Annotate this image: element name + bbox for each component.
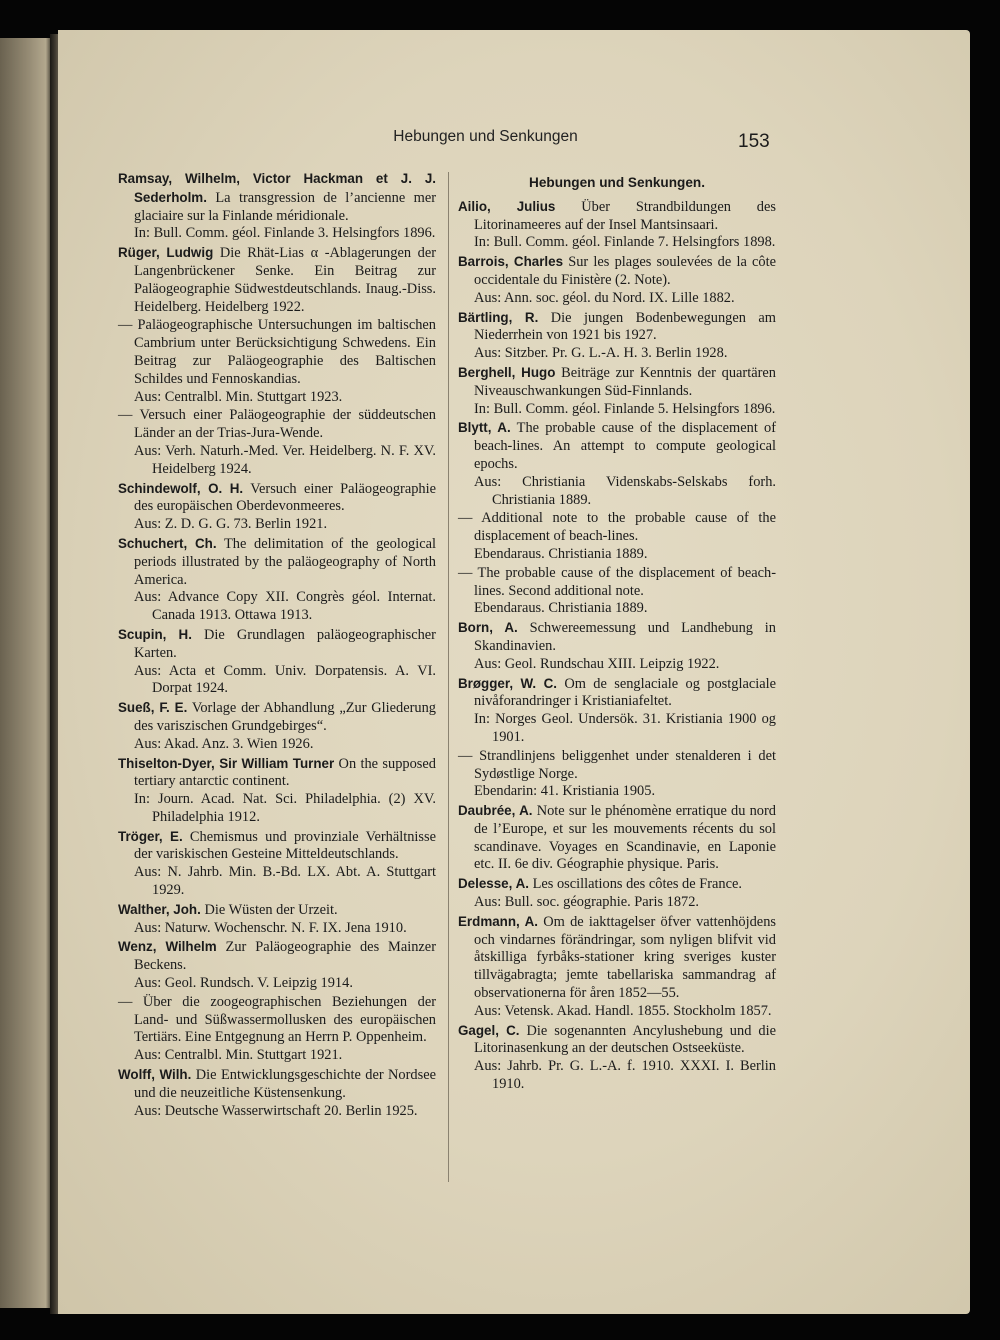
entry-source: Aus: Vetensk. Akad. Handl. 1855. Stockholm 1857. (474, 1002, 772, 1019)
entry-source: Aus: Centralbl. Min. Stuttgart 1923. (134, 388, 343, 405)
entry-citation (458, 1022, 776, 1059)
entry-author: Blytt, A. (458, 420, 511, 436)
entry-title: Die Rhät-Lias α -Ablagerungen der Langenbrückener Senke. Ein Beitrag zur Paläogeographie Südwestdeutschlands. Inaug.-Diss. Heidelberg. Heidelberg 1922. (134, 245, 436, 315)
entry-author: Scupin, H. (118, 626, 192, 642)
entry-title: Die Wüsten der Urzeit. (204, 901, 338, 918)
entry-author: Gagel, C. (458, 1022, 520, 1038)
entry-author: Barrois, Charles (458, 254, 564, 270)
book-page (58, 30, 970, 1314)
entry-title: Chemismus und provinziale Verhältnisse der variskischen Gesteine Mitteldeutschlands. (134, 828, 436, 863)
entry-title: Sur les plages soulevées de la côte occidentale du Finistère (2. Note). (474, 254, 776, 288)
entry-citation (118, 317, 436, 388)
entry-source: Aus: Acta et Comm. Univ. Dorpatensis. A. VI. Dorpat 1924. (134, 662, 436, 697)
entry-source: Aus: N. Jahrb. Min. B.-Bd. LX. Abt. A. Stuttgart 1929. (134, 864, 436, 899)
entry-author: Brøgger, W. C. (458, 675, 558, 691)
entry-title: Zur Paläogeographie des Mainzer Beckens. (134, 939, 436, 974)
entry-source: Aus: Jahrb. Pr. G. L.-A. f. 1910. XXXI. I. Berlin 1910. (474, 1058, 776, 1093)
entry-citation (118, 170, 436, 225)
entry-citation (458, 913, 776, 1003)
entry-author: Sueß, F. E. (118, 700, 188, 716)
bibliography-entry (118, 317, 436, 406)
entry-citation (118, 938, 436, 975)
bibliography-entry (458, 802, 776, 874)
bibliography-entry (458, 419, 776, 509)
entry-citation (118, 828, 436, 865)
bibliography-entry (118, 994, 436, 1065)
entry-title: — Strandlinjens beliggenhet under stenalderen i det Sydøstlige Norge. (458, 747, 776, 782)
entry-source: In: Journ. Acad. Nat. Sci. Philadelphia. (2) XV. Philadelphia 1912. (134, 791, 436, 825)
entry-citation (118, 1066, 436, 1103)
entry-citation (118, 244, 436, 316)
entry-source: Aus: Advance Copy XII. Congrès géol. Internat. Canada 1913. Ottawa 1913. (134, 589, 436, 624)
entry-title: Beiträge zur Kenntnis der quartären Niveauschwankungen Süd-Finnlands. (474, 364, 776, 399)
entry-author: Bärtling, R. (458, 309, 539, 325)
bibliography-entry (458, 565, 776, 618)
entry-source: Aus: Bull. soc. géographie. Paris 1872. (474, 894, 700, 911)
entry-citation (458, 253, 776, 290)
entry-source: In: Bull. Comm. géol. Finlande 7. Helsingfors 1898. (474, 234, 776, 251)
bibliography-entry (118, 938, 436, 992)
bibliography-entry (118, 1066, 436, 1120)
entry-author: Thiselton-Dyer, Sir William Turner (118, 755, 335, 771)
entry-title: The delimitation of the geological periods illustrated by the paläogeography of North America. (134, 535, 437, 588)
entry-citation (118, 755, 436, 792)
bibliography-entry (118, 170, 436, 243)
right-column-entries (458, 198, 776, 1094)
bibliography-entry (458, 1022, 776, 1094)
bibliography-entry (458, 913, 776, 1021)
entry-citation (458, 675, 776, 712)
entry-author: Schuchert, Ch. (118, 535, 217, 551)
entry-source: Aus: Z. D. G. G. 73. Berlin 1921. (134, 516, 328, 533)
bibliography-entry (458, 364, 776, 418)
entry-citation (458, 198, 776, 235)
right-column (458, 170, 776, 1095)
bibliography-entry (118, 755, 436, 827)
entry-author: Born, A. (458, 620, 518, 636)
entry-citation (118, 535, 436, 589)
entry-title: — Additional note to the probable cause of the displacement of beach-lines. (458, 510, 776, 545)
bibliography-entry (458, 309, 776, 363)
bibliography-entry (458, 510, 776, 563)
entry-source: Aus: Geol. Rundsch. V. Leipzig 1914. (134, 975, 353, 992)
entry-author: Daubrée, A. (458, 803, 533, 819)
entry-citation (118, 626, 436, 663)
entry-source: Aus: Ann. soc. géol. du Nord. IX. Lille 1882. (474, 289, 735, 306)
page-number: 153 (738, 131, 770, 152)
entry-citation (458, 875, 776, 894)
entry-citation (118, 901, 436, 920)
entry-citation (458, 619, 776, 656)
facing-page-edge (0, 38, 52, 1308)
entry-title: Om de senglaciale og postglaciale nivåforandringer i Kristianiafeltet. (474, 675, 776, 710)
entry-author: Delesse, A. (458, 876, 529, 892)
entry-author: Schindewolf, O. H. (118, 480, 244, 496)
entry-author: Ramsay, Wilhelm, Victor Hackman et J. J. Sederholm. (118, 171, 436, 205)
bibliography-entry (458, 198, 776, 252)
entry-title: Die Entwicklungsgeschichte der Nordsee und die neuzeitliche Küstensenkung. (134, 1067, 436, 1101)
entry-title: Die jungen Bodenbewegungen am Niederrhein von 1921 bis 1927. (474, 309, 776, 344)
entry-title: — Versuch einer Paläogeographie der süddeutschen Länder an der Trias-Jura-Wende. (118, 407, 436, 442)
bibliography-entry (118, 828, 436, 900)
bibliography-entry (118, 535, 436, 625)
entry-author: Erdmann, A. (458, 913, 539, 929)
entry-source: Ebendaraus. Christiania 1889. (474, 545, 648, 562)
entry-source: Aus: Akad. Anz. 3. Wien 1926. (134, 735, 314, 752)
entry-citation (118, 994, 436, 1047)
entry-title: Versuch einer Paläogeographie des europäischen Oberdevonmeeres. (134, 480, 436, 515)
bibliography-entry (118, 626, 436, 698)
bibliography-entry (118, 244, 436, 316)
entry-author: Tröger, E. (118, 828, 183, 844)
bibliography-entry (118, 480, 436, 534)
entry-source: Aus: Christiania Videnskabs-Selskabs forh. Christiania 1889. (474, 473, 776, 508)
entry-citation (458, 364, 776, 401)
entry-author: Wenz, Wilhelm (118, 939, 217, 955)
entry-title: — Über die zoogeographischen Beziehungen der Land- und Süßwassermollusken des europäischen Tertiärs. Eine Entgegnung an Herrn P. Oppenheim. (118, 993, 436, 1046)
running-head: Hebungen und Senkungen (393, 128, 578, 145)
entry-citation (458, 419, 776, 473)
bibliography-entry (458, 675, 776, 747)
entry-author: Berghell, Hugo (458, 364, 556, 380)
entry-title: La transgression de l’ancienne mer glaciaire sur la Finlande méridionale. (134, 189, 436, 224)
bibliography-entry (118, 901, 436, 938)
bibliography-entry (458, 619, 776, 673)
entry-title: Schwereemessung und Landhebung in Skandinavien. (474, 620, 776, 654)
entry-title: Die sogenannten Ancylushebung und die Litorinasenkung an der deutschen Ostseeküste. (474, 1022, 776, 1057)
entry-author: Wolff, Wilh. (118, 1067, 192, 1083)
entry-author: Walther, Joh. (118, 901, 201, 917)
entry-citation (118, 480, 436, 517)
entry-title: Über Strandbildungen des Litorinameeres auf der Insel Mantsinsaari. (474, 198, 776, 233)
bibliography-entry (458, 875, 776, 912)
entry-source: Ebendaraus. Christiania 1889. (474, 600, 648, 617)
entry-citation (458, 748, 776, 784)
entry-source: Aus: Geol. Rundschau XIII. Leipzig 1922. (474, 655, 720, 672)
entry-title: Note sur le phénomène erratique du nord de l’Europe, et sur les mouvements récents du sol scandinave. Voyages en Scandinavie, en Laponie etc. II. 6e div. Géographie physique. Paris. (474, 803, 776, 873)
entry-source: Aus: Deutsche Wasserwirtschaft 20. Berlin 1925. (134, 1102, 418, 1119)
entry-source: In: Norges Geol. Undersök. 31. Kristiania 1900 og 1901. (474, 711, 776, 745)
entry-title: The probable cause of the displacement of beach-lines. An attempt to compute geological epochs. (474, 420, 777, 472)
entry-title: Les oscillations des côtes de France. (532, 876, 742, 893)
entry-title: On the supposed tertiary antarctic continent. (134, 755, 436, 790)
entry-author: Ailio, Julius (458, 198, 556, 214)
bibliography-entry (458, 253, 776, 307)
entry-source: Aus: Centralbl. Min. Stuttgart 1921. (134, 1047, 343, 1064)
section-heading: Hebungen und Senkungen. (529, 175, 705, 190)
entry-title: — The probable cause of the displacement of beach-lines. Second additional note. (458, 564, 776, 599)
entry-citation (118, 699, 436, 736)
entry-title: Vorlage der Abhandlung „Zur Gliederung des variszischen Grundgebirges“. (134, 700, 437, 734)
column-divider (448, 172, 449, 1182)
entry-source: In: Bull. Comm. géol. Finlande 3. Helsingfors 1896. (134, 225, 436, 242)
entry-citation (458, 309, 776, 346)
entry-source: In: Bull. Comm. géol. Finlande 5. Helsingfors 1896. (474, 400, 776, 417)
entry-author: Rüger, Ludwig (118, 245, 214, 261)
entry-citation (118, 407, 436, 443)
bibliography-entry (118, 699, 436, 753)
entry-source: Aus: Naturw. Wochenschr. N. F. IX. Jena 1910. (134, 919, 407, 936)
bibliography-entry (458, 748, 776, 801)
entry-source: Aus: Sitzber. Pr. G. L.-A. H. 3. Berlin 1928. (474, 345, 728, 362)
entry-citation (458, 510, 776, 546)
left-column (118, 170, 436, 1121)
entry-title: Om de iakttagelser öfver vattenhöjdens och vindarnes förändringar, som nyligen blifvit vid åtskilliga fyrbåks-stationer kring sveriges kuster tillvägabragta; jemte tabellariska sammandrag af observationerna för åren 1852—55. (474, 913, 776, 1002)
entry-title: — Paläogeographische Untersuchungen im baltischen Cambrium unter Berücksichtigung Schwedens. Ein Beitrag zur Paläogeographie des Baltischen Schildes und Fennoskandias. (118, 317, 436, 387)
entry-title: Die Grundlagen paläogeographischer Karten. (134, 626, 436, 661)
entry-citation (458, 565, 776, 601)
entry-source: Aus: Verh. Naturh.-Med. Ver. Heidelberg. N. F. XV. Heidelberg 1924. (134, 442, 436, 477)
entry-citation (458, 802, 776, 874)
bibliography-entry (118, 407, 436, 478)
entry-source: Ebendarin: 41. Kristiania 1905. (474, 783, 656, 800)
